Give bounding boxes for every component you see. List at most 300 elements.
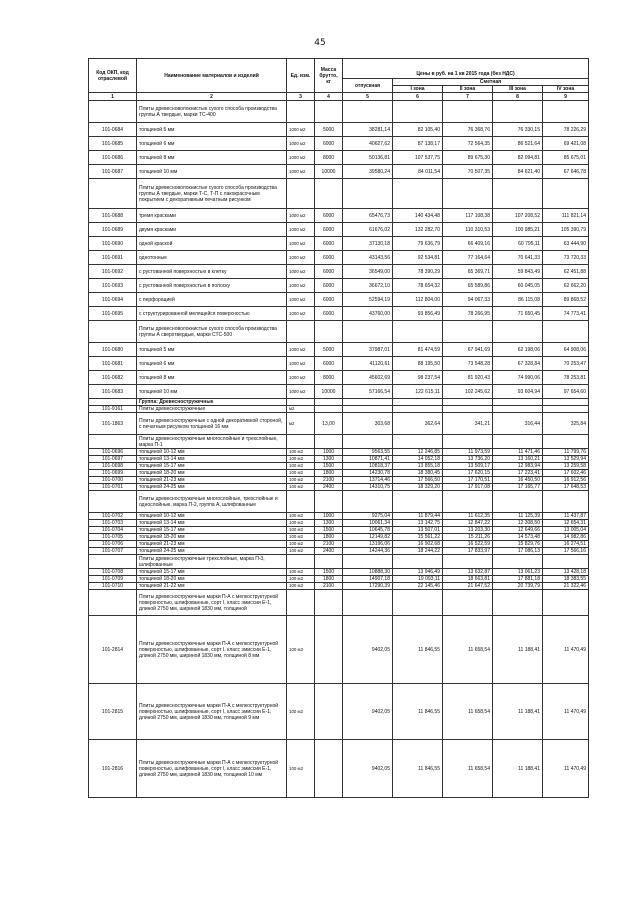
row-price-zone-4: 11 470,49 (543, 684, 589, 740)
row-price-zone-4: 12 654,31 (543, 520, 589, 527)
row-price-zone-4: 11 799,76 (543, 449, 589, 456)
row-code: 101-0704 (89, 527, 137, 534)
row-name: Плиты древесностружечные марки П-А с мелкоструктурной поверхностью, шлифованные, сорт I, класс эмиссии Е-1, длиной 2750 мм, шириной 1830 мм, толщиной 8 мм (137, 616, 287, 684)
row-price-zone-4: 17 602,46 (543, 470, 589, 477)
row-price-otpusk (343, 406, 393, 413)
row-mass: 2400 (315, 484, 343, 491)
row-price-zone-1: 14 052,18 (393, 456, 443, 463)
col-num: 3 (287, 93, 315, 101)
row-price-zone-1: 19 093,11 (393, 576, 443, 583)
row-unit: 100 м2 (287, 449, 315, 456)
row-price-zone-4: 18 383,55 (543, 576, 589, 583)
row-price-otpusk: 13196,06 (343, 541, 393, 548)
row-price-otpusk (343, 590, 393, 616)
row-price-zone-1: 79 636,79 (393, 237, 443, 251)
row-price-otpusk: 14907,18 (343, 576, 393, 583)
row-price-zone-1: 13 946,49 (393, 569, 443, 576)
row-price-zone-4: 62 451,88 (543, 265, 589, 279)
row-price-otpusk: 45602,69 (343, 371, 393, 385)
row-price-zone-2: 11 612,35 (443, 513, 493, 520)
row-price-zone-2: 17 170,51 (443, 477, 493, 484)
table-row (89, 321, 589, 343)
row-price-otpusk: 57166,54 (343, 385, 393, 399)
row-mass (315, 491, 343, 513)
table-row (89, 470, 589, 477)
row-unit: м2 (287, 406, 315, 413)
row-unit: 100 м2 (287, 456, 315, 463)
row-price-zone-2 (443, 555, 493, 569)
header-mass: Масса брутто, кг (315, 59, 343, 93)
row-price-zone-1: 12 246,85 (393, 449, 443, 456)
header-zone-4: IV зона (543, 86, 589, 93)
row-price-otpusk (343, 179, 393, 209)
row-price-zone-3: 11 471,46 (493, 449, 543, 456)
row-price-zone-4: 73 720,33 (543, 251, 589, 265)
row-code: 101-0710 (89, 583, 137, 590)
row-unit: 1000 м2 (287, 357, 315, 371)
row-price-zone-3: 17 881,18 (493, 576, 543, 583)
row-unit: 100 м2 (287, 740, 315, 798)
row-price-zone-3 (493, 491, 543, 513)
row-unit: 1000 м2 (287, 123, 315, 137)
row-mass: 1800 (315, 470, 343, 477)
row-price-zone-1: 93 856,49 (393, 307, 443, 321)
col-num: 1 (89, 93, 137, 101)
row-code: 101-0698 (89, 463, 137, 470)
row-code: 101-0696 (89, 449, 137, 456)
row-name: толщиной 13-14 мм (137, 456, 287, 463)
row-name: толщиной 18-20 мм (137, 576, 287, 583)
row-unit: 1000 м2 (287, 371, 315, 385)
header-zone-3: III зона (493, 86, 543, 93)
row-unit: 1000 м2 (287, 279, 315, 293)
row-mass (315, 399, 343, 406)
row-price-zone-4: 89 868,52 (543, 293, 589, 307)
col-num: 5 (343, 93, 393, 101)
row-code (89, 555, 137, 569)
row-price-otpusk: 303,68 (343, 413, 393, 435)
header-prices-title: Цены в руб. на 1 кв 2015 года (без НДС) (343, 70, 589, 79)
row-price-otpusk: 52594,19 (343, 293, 393, 307)
row-price-zone-2: 17 833,97 (443, 548, 493, 555)
row-code: 101-0702 (89, 513, 137, 520)
row-name: толщиной 24-25 мм (137, 484, 287, 491)
row-price-zone-2: 110 310,53 (443, 223, 493, 237)
header-spacer (343, 59, 589, 70)
row-name: толщиной 10-12 мм (137, 513, 287, 520)
row-mass: 5000 (315, 123, 343, 137)
row-price-zone-4: 16 912,56 (543, 477, 589, 484)
row-price-zone-2: 102 245,62 (443, 385, 493, 399)
row-unit: 1000 м2 (287, 165, 315, 179)
row-name: толщиной 6 мм (137, 357, 287, 371)
row-price-otpusk (343, 491, 393, 513)
table-row (89, 413, 589, 435)
row-price-zone-2: 89 675,30 (443, 151, 493, 165)
row-mass: 1800 (315, 576, 343, 583)
table-row (89, 477, 589, 484)
row-unit: 100 м2 (287, 484, 315, 491)
row-name: толщиной 8 мм (137, 151, 287, 165)
row-name: толщиной 13-14 мм (137, 520, 287, 527)
row-mass: 6000 (315, 357, 343, 371)
row-unit: 100 м2 (287, 541, 315, 548)
row-price-zone-1: 84 011,54 (393, 165, 443, 179)
row-price-zone-2 (443, 406, 493, 413)
table-row (89, 101, 589, 123)
col-num: 7 (443, 93, 493, 101)
row-price-zone-4: 13 259,58 (543, 463, 589, 470)
row-name: тремя красками (137, 209, 287, 223)
row-price-otpusk: 40627,62 (343, 137, 393, 151)
row-price-zone-4: 105 390,79 (543, 223, 589, 237)
row-price-zone-1: 87 138,17 (393, 137, 443, 151)
row-unit: 1000 м2 (287, 251, 315, 265)
row-price-zone-1: 81 474,59 (393, 343, 443, 357)
row-price-zone-3: 84 621,40 (493, 165, 543, 179)
row-price-zone-3 (493, 435, 543, 449)
row-price-otpusk: 41120,61 (343, 357, 393, 371)
row-mass: 2100 (315, 477, 343, 484)
row-code: 101-0689 (89, 223, 137, 237)
row-unit: 100 м2 (287, 527, 315, 534)
row-code (89, 590, 137, 616)
table-row (89, 541, 589, 548)
table-row (89, 137, 589, 151)
header-code-okp: Код ОКП, код отраслевой (89, 59, 137, 93)
row-price-zone-2: 11 658,54 (443, 684, 493, 740)
row-price-zone-2: 73 548,28 (443, 357, 493, 371)
row-code (89, 435, 137, 449)
column-number-row (89, 93, 589, 101)
row-price-otpusk: 10888,30 (343, 569, 393, 576)
row-mass (315, 179, 343, 209)
row-name: Плиты древесностружечные многослойные, трехслойные и однослойные, марка П-2, группа А, шлифованные (137, 491, 287, 513)
row-price-zone-1: 15 561,22 (393, 534, 443, 541)
row-price-zone-1: 18 329,20 (393, 484, 443, 491)
row-price-zone-4: 11 470,49 (543, 616, 589, 684)
row-mass (315, 684, 343, 740)
table-row (89, 684, 589, 740)
table-row (89, 548, 589, 555)
table-row (89, 399, 589, 406)
row-mass: 8000 (315, 151, 343, 165)
row-code: 101-0693 (89, 279, 137, 293)
row-price-zone-4: 13 428,18 (543, 569, 589, 576)
row-price-zone-2: 13 632,87 (443, 569, 493, 576)
row-price-zone-4: 64 908,06 (543, 343, 589, 357)
row-price-otpusk: 9402,05 (343, 616, 393, 684)
row-name: Плиты древесностружечные с одной декоративной стороной, с печатным рисунком толщиной 16 мм (137, 413, 287, 435)
row-unit: 100 м2 (287, 684, 315, 740)
row-price-zone-2: 65 369,71 (443, 265, 493, 279)
row-price-zone-1 (393, 590, 443, 616)
row-price-zone-1: 22 145,46 (393, 583, 443, 590)
row-name: толщиной 15-17 мм (137, 463, 287, 470)
row-code: 101-0695 (89, 307, 137, 321)
row-mass: 6000 (315, 307, 343, 321)
row-price-zone-1: 13 507,01 (393, 527, 443, 534)
row-code: 101-2816 (89, 740, 137, 798)
row-price-zone-3 (493, 590, 543, 616)
row-price-zone-4 (543, 399, 589, 406)
row-unit: 1000 м2 (287, 223, 315, 237)
row-mass: 6000 (315, 237, 343, 251)
row-code: 101-1863 (89, 413, 137, 435)
row-price-zone-2: 17 917,08 (443, 484, 493, 491)
price-table-body (89, 101, 589, 798)
row-price-otpusk (343, 555, 393, 569)
table-row (89, 555, 589, 569)
row-name: толщиной 15-17 мм (137, 527, 287, 534)
row-mass: 2100 (315, 583, 343, 590)
table-row (89, 463, 589, 470)
row-price-zone-3: 74 990,06 (493, 371, 543, 385)
header-smetnaya: Сметная (393, 79, 589, 86)
row-mass: 1500 (315, 569, 343, 576)
row-price-otpusk (343, 321, 393, 343)
row-price-zone-1 (393, 399, 443, 406)
row-price-zone-3: 17 086,13 (493, 548, 543, 555)
row-unit (287, 491, 315, 513)
row-price-zone-2: 72 564,35 (443, 137, 493, 151)
row-name: Группа: Древесностружечные (137, 399, 287, 406)
row-price-zone-4: 325,84 (543, 413, 589, 435)
row-price-zone-1 (393, 321, 443, 343)
row-name: толщиной 21-23 мм (137, 477, 287, 484)
row-price-zone-4: 111 821,14 (543, 209, 589, 223)
row-unit (287, 321, 315, 343)
row-price-zone-4: 13 529,94 (543, 456, 589, 463)
row-mass: 1000 (315, 513, 343, 520)
row-price-otpusk: 9563,55 (343, 449, 393, 456)
row-price-zone-3: 316,44 (493, 413, 543, 435)
row-unit: 100 м2 (287, 477, 315, 484)
row-name: толщиной 6 мм (137, 137, 287, 151)
row-price-zone-4: 85 675,01 (543, 151, 589, 165)
row-price-zone-3: 13 061,23 (493, 569, 543, 576)
row-code: 101-0699 (89, 470, 137, 477)
table-row (89, 265, 589, 279)
row-price-zone-2: 77 164,64 (443, 251, 493, 265)
row-mass (315, 740, 343, 798)
header-unit: Ед. изм. (287, 59, 315, 93)
row-code (89, 101, 137, 123)
row-price-zone-3: 62 198,06 (493, 343, 543, 357)
row-price-otpusk: 43760,00 (343, 307, 393, 321)
row-price-zone-3: 12 308,50 (493, 520, 543, 527)
row-price-zone-1: 18 380,45 (393, 470, 443, 477)
row-price-zone-4: 14 982,86 (543, 534, 589, 541)
row-mass: 6000 (315, 279, 343, 293)
row-price-zone-1: 122 615,11 (393, 385, 443, 399)
row-price-zone-1: 78 654,32 (393, 279, 443, 293)
row-price-zone-2: 341,21 (443, 413, 493, 435)
table-row (89, 583, 589, 590)
row-price-zone-4: 17 648,53 (543, 484, 589, 491)
row-price-otpusk: 14310,75 (343, 484, 393, 491)
row-name: Плиты древесностружечные марки П-А с мелкоструктурной поверхностью, шлифованные, сорт I, класс эмиссии Е-1, длиной 2750 мм, шириной 1830 мм, толщиной 10 мм (137, 740, 287, 798)
row-price-zone-3 (493, 179, 543, 209)
row-price-otpusk (343, 101, 393, 123)
row-price-zone-4: 11 470,49 (543, 740, 589, 798)
row-unit: 1000 м2 (287, 307, 315, 321)
row-price-otpusk: 10818,37 (343, 463, 393, 470)
row-mass (315, 435, 343, 449)
row-price-zone-3: 107 208,52 (493, 209, 543, 223)
table-row (89, 179, 589, 209)
row-price-zone-4: 67 646,78 (543, 165, 589, 179)
row-code: 101-0687 (89, 165, 137, 179)
col-num: 2 (137, 93, 287, 101)
price-table (88, 58, 589, 798)
table-row (89, 357, 589, 371)
row-price-zone-3: 11 125,39 (493, 513, 543, 520)
table-row (89, 435, 589, 449)
row-price-zone-3: 11 188,41 (493, 684, 543, 740)
row-unit: 1000 м2 (287, 385, 315, 399)
row-name: одной краской (137, 237, 287, 251)
row-unit (287, 590, 315, 616)
row-code: 101-0690 (89, 237, 137, 251)
row-price-zone-4 (543, 555, 589, 569)
table-row (89, 251, 589, 265)
row-price-otpusk: 65476,73 (343, 209, 393, 223)
row-code: 101-0688 (89, 209, 137, 223)
table-row (89, 569, 589, 576)
row-unit: 100 м2 (287, 548, 315, 555)
row-price-zone-2: 11 973,59 (443, 449, 493, 456)
row-code: 101-0700 (89, 477, 137, 484)
row-price-zone-2: 78 266,95 (443, 307, 493, 321)
row-price-zone-3: 60 045,05 (493, 279, 543, 293)
row-price-zone-3: 70 641,33 (493, 251, 543, 265)
row-price-zone-2: 67 941,69 (443, 343, 493, 357)
row-price-otpusk: 13714,46 (343, 477, 393, 484)
row-price-zone-2: 21 647,52 (443, 583, 493, 590)
row-price-zone-1: 112 804,00 (393, 293, 443, 307)
row-price-zone-2: 65 589,86 (443, 279, 493, 293)
row-price-zone-4 (543, 101, 589, 123)
row-price-zone-2: 117 108,38 (443, 209, 493, 223)
row-unit: 100 м2 (287, 463, 315, 470)
row-unit: 1000 м2 (287, 137, 315, 151)
row-code: 101-0681 (89, 357, 137, 371)
row-unit (287, 555, 315, 569)
row-name: двумя красками (137, 223, 287, 237)
row-price-zone-3: 11 188,41 (493, 740, 543, 798)
table-row (89, 279, 589, 293)
row-unit: м2 (287, 413, 315, 435)
row-mass (315, 101, 343, 123)
row-code: 101-0683 (89, 385, 137, 399)
row-price-zone-4: 78 253,81 (543, 371, 589, 385)
row-price-zone-1: 13 142,75 (393, 520, 443, 527)
col-num: 6 (393, 93, 443, 101)
row-price-zone-4: 78 226,29 (543, 123, 589, 137)
table-row (89, 484, 589, 491)
row-price-zone-3: 71 650,45 (493, 307, 543, 321)
row-code: 101-0705 (89, 534, 137, 541)
table-row (89, 491, 589, 513)
row-code: 101-2814 (89, 616, 137, 684)
row-price-otpusk: 37987,01 (343, 343, 393, 357)
row-unit: 100 м2 (287, 583, 315, 590)
row-unit (287, 179, 315, 209)
row-mass: 6000 (315, 209, 343, 223)
row-name: Плиты древесностружечные марки П-А с мелкоструктурной поверхностью, шлифованные, сорт I, класс эмиссии Е-1, длиной 2750 мм, шириной 1830 мм, толщиной 9 мм (137, 684, 287, 740)
row-price-zone-1: 17 566,50 (393, 477, 443, 484)
row-price-zone-2: 15 211,26 (443, 534, 493, 541)
table-row (89, 534, 589, 541)
row-name: с рустованной поверхностью в полоску (137, 279, 287, 293)
row-name: толщиной 21-23 мм (137, 541, 287, 548)
row-name: Плиты древесностружечные многослойные и трехслойные, марка П-1 (137, 435, 287, 449)
row-name: Плиты древесностружечные трехслойные, марка П-3, шлифованные (137, 555, 287, 569)
row-price-zone-3: 93 604,94 (493, 385, 543, 399)
row-price-zone-3: 11 188,41 (493, 616, 543, 684)
row-code: 101-0682 (89, 371, 137, 385)
row-mass (315, 406, 343, 413)
row-price-zone-1: 82 105,40 (393, 123, 443, 137)
table-row (89, 385, 589, 399)
table-row (89, 371, 589, 385)
row-price-otpusk: 14244,36 (343, 548, 393, 555)
row-price-zone-3: 60 795,11 (493, 237, 543, 251)
row-price-zone-1: 362,64 (393, 413, 443, 435)
row-code: 101-9161 (89, 406, 137, 413)
row-name: Плиты древесноволокнистые сухого способа производства группы А твердые, марки Т-С, Т-П с лакокрасочным покрытием с декоративным печатным рисунком (137, 179, 287, 209)
table-row (89, 590, 589, 616)
col-num: 4 (315, 93, 343, 101)
row-price-zone-1: 13 855,18 (393, 463, 443, 470)
row-unit: 100 м2 (287, 576, 315, 583)
table-row (89, 576, 589, 583)
row-price-zone-4 (543, 435, 589, 449)
row-price-zone-4 (543, 590, 589, 616)
row-price-zone-2: 66 409,16 (443, 237, 493, 251)
row-price-zone-4: 62 662,20 (543, 279, 589, 293)
row-price-zone-3: 76 330,15 (493, 123, 543, 137)
row-mass (315, 555, 343, 569)
row-price-zone-4: 21 322,46 (543, 583, 589, 590)
row-mass (315, 590, 343, 616)
page-number: 45 (314, 38, 326, 48)
row-price-zone-3: 12 649,66 (493, 527, 543, 534)
row-code: 101-0692 (89, 265, 137, 279)
row-price-zone-4: 70 253,47 (543, 357, 589, 371)
row-unit: 100 м2 (287, 520, 315, 527)
row-price-zone-1: 11 879,44 (393, 513, 443, 520)
row-price-zone-3: 67 328,84 (493, 357, 543, 371)
row-unit (287, 399, 315, 406)
row-name: толщиной 24-25 мм (137, 548, 287, 555)
row-price-zone-1 (393, 555, 443, 569)
row-price-zone-2: 13 736,20 (443, 456, 493, 463)
row-price-zone-3 (493, 555, 543, 569)
row-unit: 100 м2 (287, 513, 315, 520)
row-price-zone-2: 70 507,35 (443, 165, 493, 179)
row-price-zone-1: 18 244,22 (393, 548, 443, 555)
row-price-zone-3: 15 829,76 (493, 541, 543, 548)
row-price-zone-4 (543, 491, 589, 513)
row-mass: 6000 (315, 251, 343, 265)
row-mass: 1800 (315, 534, 343, 541)
row-price-zone-2: 12 847,22 (443, 520, 493, 527)
row-price-zone-1 (393, 406, 443, 413)
row-price-zone-1: 107 537,75 (393, 151, 443, 165)
row-price-zone-3: 17 223,41 (493, 470, 543, 477)
